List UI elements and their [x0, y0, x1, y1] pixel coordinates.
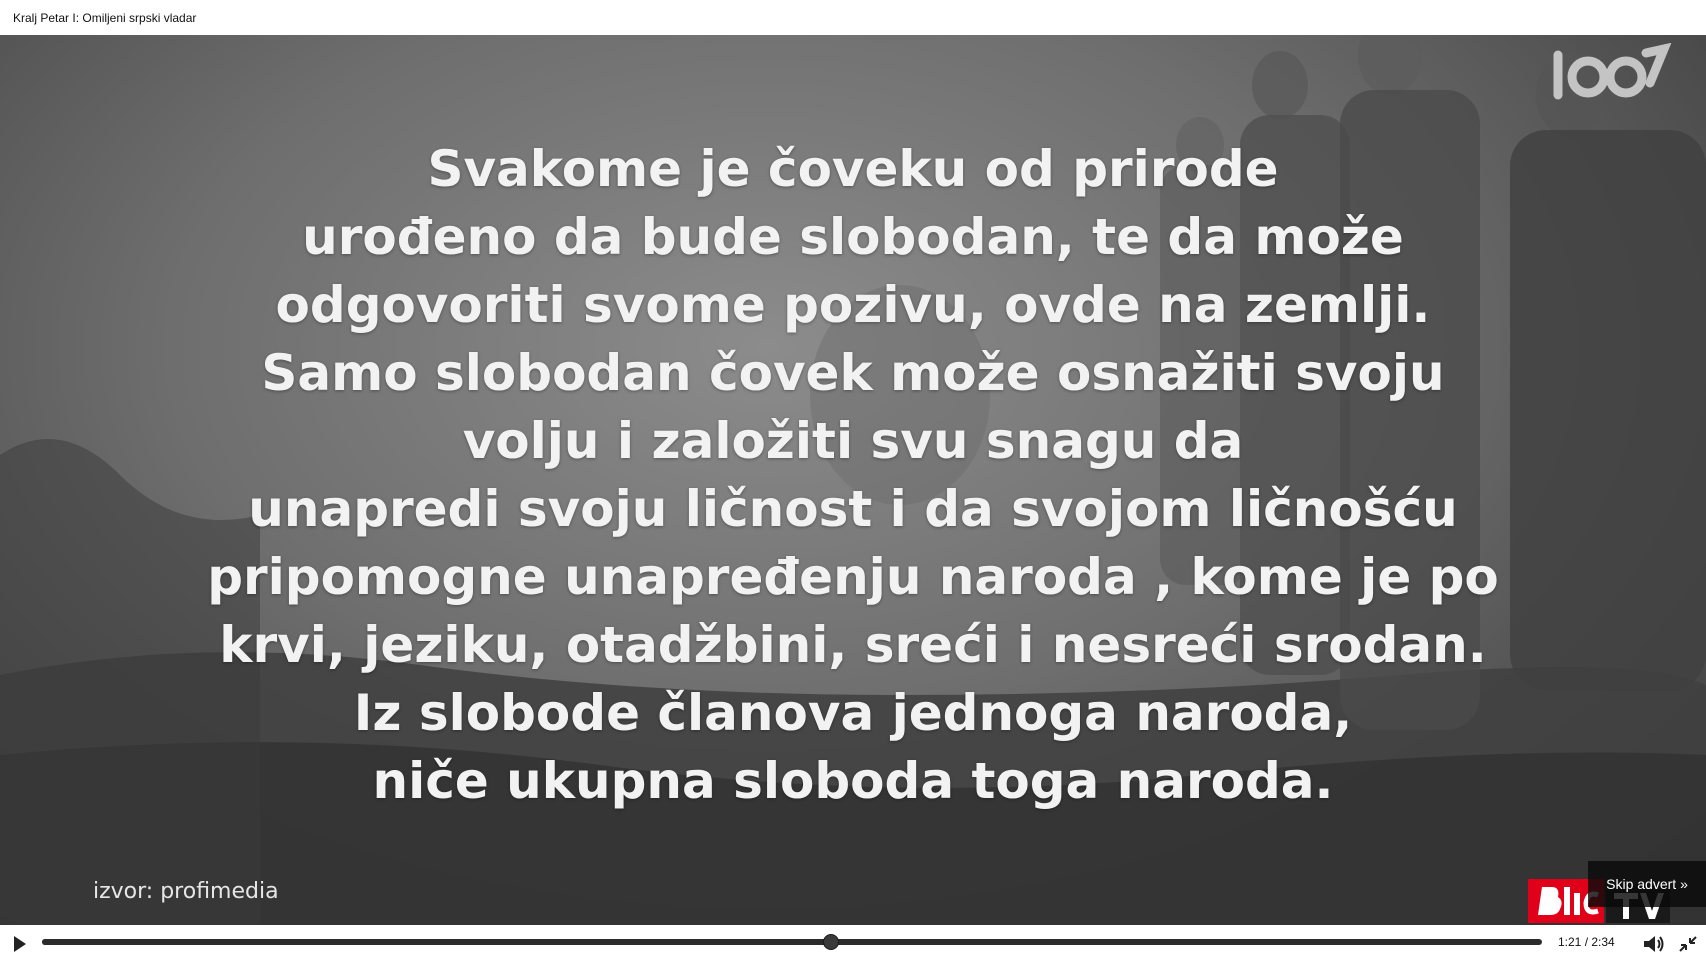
time-display: 1:21 / 2:34: [1558, 935, 1615, 949]
figure-head-2: [1358, 35, 1422, 95]
volume-icon[interactable]: [1640, 931, 1666, 957]
title-bar: [0, 0, 1706, 35]
quote-line: pripomogne unapređenju naroda , kome je po: [207, 548, 1499, 606]
source-credit: izvor: profimedia: [93, 879, 279, 904]
quote-text-block: [0, 135, 1706, 815]
progress-handle[interactable]: [823, 934, 839, 950]
video-title: Kralj Petar I: Omiljeni srpski vladar: [13, 10, 197, 25]
quote-line: Iz slobode članova jednoga naroda,: [353, 684, 1353, 742]
progress-fill: [42, 939, 831, 945]
quote-line: urođeno da bude slobodan, te da može: [302, 208, 1404, 266]
quote-line: Svakome je čoveku od prirode: [427, 140, 1279, 198]
quote-line: unapredi svoju ličnost i da svojom ličnošću: [248, 480, 1458, 538]
quote-line: krvi, jeziku, otadžbini, sreći i nesreći srodan.: [219, 616, 1487, 674]
skip-advert-button[interactable]: Skip advert »: [1588, 861, 1706, 907]
quote-line: odgovoriti svome pozivu, ovde na zemlji.: [275, 276, 1431, 334]
exit-fullscreen-icon[interactable]: [1676, 931, 1700, 957]
progress-bar[interactable]: [42, 939, 1542, 945]
video-frame[interactable]: [0, 35, 1706, 925]
play-icon[interactable]: [6, 931, 32, 957]
player-controls-bar: [0, 925, 1706, 961]
figure-head-1: [1252, 51, 1308, 119]
channel-100-logo-icon: [1546, 43, 1672, 103]
quote-line: volju i založiti svu snagu da: [462, 412, 1244, 470]
quote-line: Samo slobodan čovek može osnažiti svoju: [261, 344, 1445, 402]
quote-line: niče ukupna sloboda toga naroda.: [372, 752, 1334, 810]
